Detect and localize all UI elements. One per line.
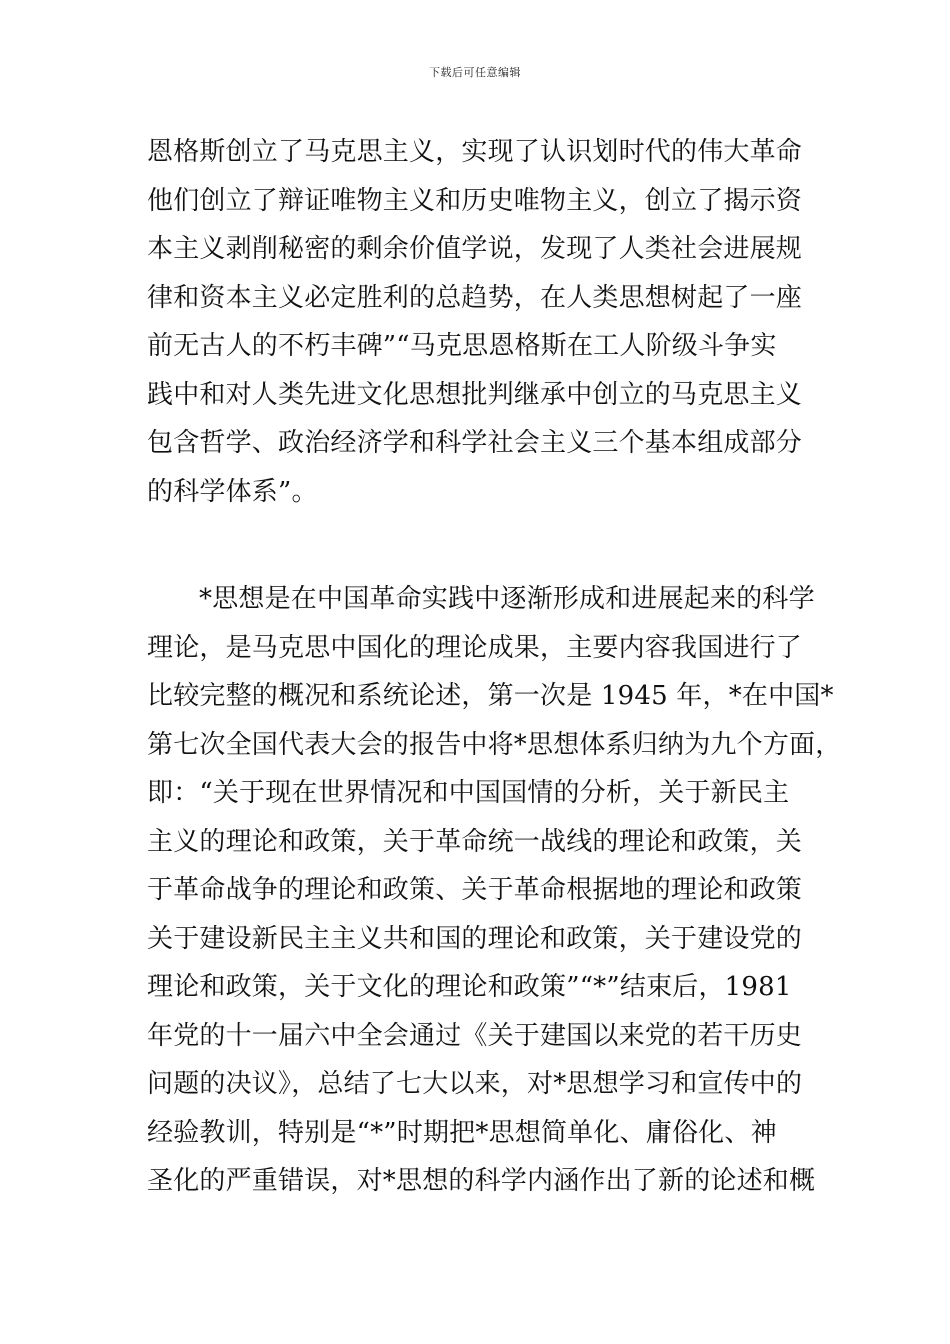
text-line: 前无古人的不朽丰碑”“马克思恩格斯在工人阶级斗争实 [147,331,777,361]
text-line-first-indented: *思想是在中国革命实践中逐渐形成和进展起来的科学 [199,584,815,614]
text-line: 年党的十一届六中全会通过《关于建国以来党的若干历史 [147,1020,803,1051]
text-line: 圣化的严重错误，对*思想的科学内涵作出了新的论述和概 [147,1166,816,1196]
text-line: 他们创立了辩证唯物主义和历史唯物主义，创立了揭示资 [147,185,803,216]
text-line: 律和资本主义必定胜利的总趋势，在人类思想树起了一座 [147,282,803,313]
text-line: 关于建设新民主主义共和国的理论和政策，关于建设党的 [147,923,803,954]
text-line: 恩格斯创立了马克思主义，实现了认识划时代的伟大革命 [147,137,803,167]
text-line: 即：“关于现在世界情况和中国国情的分析，关于新民主 [147,778,790,808]
text-line: 经验教训，特别是“*”时期把*思想简单化、庸俗化、神 [147,1117,777,1148]
text-line: 比较完整的概况和系统论述，第一次是 1945 年，*在中国* [147,681,834,711]
text-line: 主义的理论和政策，关于革命统一战线的理论和政策，关 [147,826,803,857]
text-line: 本主义剥削秘密的剩余价值学说，发现了人类社会进展规 [147,234,803,264]
text-line: 践中和对人类先进文化思想批判继承中创立的马克思主义 [147,379,803,410]
text-line: 理论和政策，关于文化的理论和政策”“*”结束后，1981 [147,972,792,1002]
paragraph-2 [147,575,842,1206]
text-line: 第七次全国代表大会的报告中将*思想体系归纳为九个方面， [147,729,842,760]
page-header: 下载后可任意编辑 [429,66,521,79]
text-line: 包含哲学、政治经济学和科学社会主义三个基本组成部分 [147,428,803,458]
paragraph-1 [147,128,817,516]
text-line: 问题的决议》，总结了七大以来，对*思想学习和宣传中的 [147,1069,803,1099]
text-line: 的科学体系”。 [147,476,318,507]
text-line: 于革命战争的理论和政策、关于革命根据地的理论和政策 [147,875,803,905]
text-line: 理论，是马克思中国化的理论成果，主要内容我国进行了 [147,632,803,663]
